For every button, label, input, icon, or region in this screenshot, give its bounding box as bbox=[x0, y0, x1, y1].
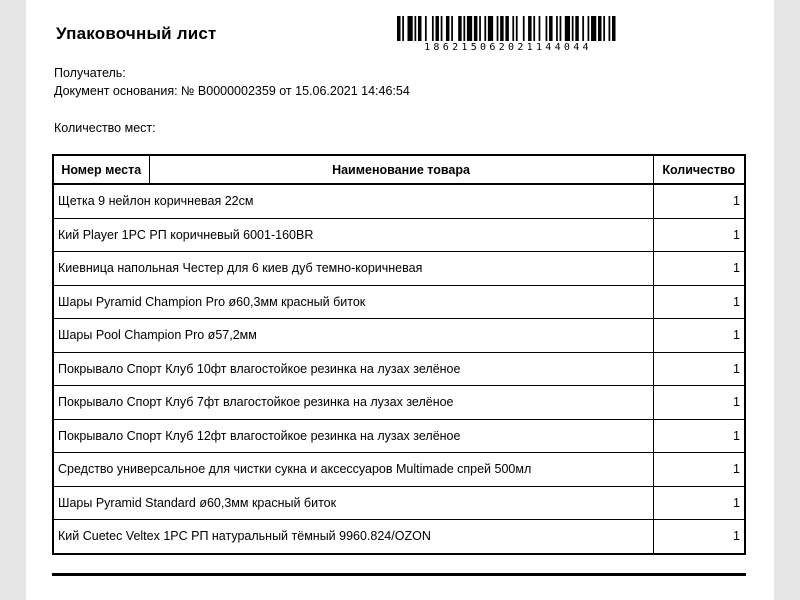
header-place: Номер места bbox=[53, 155, 149, 184]
item-quantity: 1 bbox=[653, 419, 745, 453]
barcode-bar bbox=[418, 16, 422, 41]
item-name: Покрывало Спорт Клуб 12фт влагостойкое резинка на лузах зелёное bbox=[53, 419, 653, 453]
barcode-bar bbox=[560, 16, 562, 41]
items-table bbox=[52, 154, 746, 555]
item-quantity: 1 bbox=[653, 520, 745, 554]
table-row bbox=[53, 520, 745, 554]
barcode-bar bbox=[516, 16, 518, 41]
barcode-bar bbox=[575, 16, 579, 41]
barcode-bar bbox=[556, 16, 558, 41]
barcode-bar bbox=[446, 16, 450, 41]
item-quantity: 1 bbox=[653, 386, 745, 420]
barcode-bar bbox=[609, 16, 611, 41]
barcode-bar bbox=[598, 16, 602, 41]
barcode-bar bbox=[582, 16, 584, 41]
barcode-bar bbox=[467, 16, 472, 41]
table-row bbox=[53, 218, 745, 252]
document-title: Упаковочный лист bbox=[56, 24, 217, 43]
barcode-bar bbox=[425, 16, 427, 41]
item-name: Шары Pyramid Champion Pro ø60,3мм красный биток bbox=[53, 285, 653, 319]
barcode-bar bbox=[549, 16, 553, 41]
table-row bbox=[53, 486, 745, 520]
table-row bbox=[53, 285, 745, 319]
barcode-bar bbox=[528, 16, 532, 41]
barcode-bar bbox=[539, 16, 541, 41]
item-name: Покрывало Спорт Клуб 10фт влагостойкое резинка на лузах зелёное bbox=[53, 352, 653, 386]
packing-list-page bbox=[26, 0, 774, 600]
barcode-bar bbox=[505, 16, 509, 41]
barcode-bar bbox=[588, 16, 590, 41]
table-header-row bbox=[53, 155, 745, 184]
item-name: Щетка 9 нейлон коричневая 22см bbox=[53, 184, 653, 218]
item-name: Покрывало Спорт Клуб 7фт влагостойкое резинка на лузах зелёное bbox=[53, 386, 653, 420]
barcode-bar bbox=[512, 16, 514, 41]
table-row bbox=[53, 453, 745, 487]
item-name: Кий Cuetec Veltex 1PC РП натуральный тёмный 9960.824/OZON bbox=[53, 520, 653, 554]
header-qty: Количество bbox=[653, 155, 745, 184]
basis-document-text: Документ основания: № B0000002359 от 15.06.2021 14:46:54 bbox=[54, 84, 410, 98]
item-quantity: 1 bbox=[653, 453, 745, 487]
barcode-bar bbox=[474, 16, 478, 41]
item-quantity: 1 bbox=[653, 184, 745, 218]
barcode-number: 1862150620211440​44 bbox=[424, 42, 592, 53]
table-row bbox=[53, 386, 745, 420]
barcode-image bbox=[397, 16, 619, 41]
table-row bbox=[53, 319, 745, 353]
barcode-bar bbox=[432, 16, 434, 41]
item-name: Кий Player 1PC РП коричневый 6001-160BR bbox=[53, 218, 653, 252]
barcode-bar bbox=[435, 16, 439, 41]
item-name: Средство универсальное для чистки сукна и аксессуаров Multimade спрей 500мл bbox=[53, 453, 653, 487]
recipient-line bbox=[54, 66, 126, 80]
barcode-bar bbox=[451, 16, 453, 41]
basis-line bbox=[54, 84, 410, 98]
barcode bbox=[397, 16, 619, 53]
places-line bbox=[54, 121, 156, 135]
item-quantity: 1 bbox=[653, 352, 745, 386]
barcode-bar bbox=[402, 16, 404, 41]
barcode-bar bbox=[603, 16, 605, 41]
item-name: Шары Pool Champion Pro ø57,2мм bbox=[53, 319, 653, 353]
bottom-rule bbox=[52, 573, 746, 576]
item-name: Шары Pyramid Standard ø60,3мм красный биток bbox=[53, 486, 653, 520]
barcode-bar bbox=[479, 16, 481, 41]
table-row bbox=[53, 419, 745, 453]
barcode-bar bbox=[546, 16, 548, 41]
barcode-bar bbox=[488, 16, 493, 41]
barcode-bar bbox=[397, 16, 401, 41]
barcode-bar bbox=[484, 16, 486, 41]
table-row bbox=[53, 252, 745, 286]
barcode-bar bbox=[441, 16, 443, 41]
barcode-bar bbox=[591, 16, 596, 41]
barcode-bar bbox=[612, 16, 616, 41]
barcode-bar bbox=[497, 16, 499, 41]
item-quantity: 1 bbox=[653, 218, 745, 252]
item-quantity: 1 bbox=[653, 285, 745, 319]
barcode-bar bbox=[572, 16, 574, 41]
barcode-bar bbox=[463, 16, 465, 41]
item-name: Киевница напольная Честер для 6 киев дуб темно-коричневая bbox=[53, 252, 653, 286]
table-row bbox=[53, 184, 745, 218]
places-label: Количество мест: bbox=[54, 121, 156, 135]
table-row bbox=[53, 352, 745, 386]
item-quantity: 1 bbox=[653, 486, 745, 520]
barcode-bar bbox=[458, 16, 462, 41]
items-table-body bbox=[53, 184, 745, 554]
barcode-bar bbox=[500, 16, 504, 41]
item-quantity: 1 bbox=[653, 319, 745, 353]
barcode-bar bbox=[414, 16, 416, 41]
recipient-label: Получатель: bbox=[54, 66, 126, 80]
item-quantity: 1 bbox=[653, 252, 745, 286]
barcode-bar bbox=[565, 16, 570, 41]
barcode-bar bbox=[407, 16, 412, 41]
barcode-bar bbox=[523, 16, 525, 41]
header-name: Наименование товара bbox=[149, 155, 653, 184]
barcode-bar bbox=[533, 16, 535, 41]
